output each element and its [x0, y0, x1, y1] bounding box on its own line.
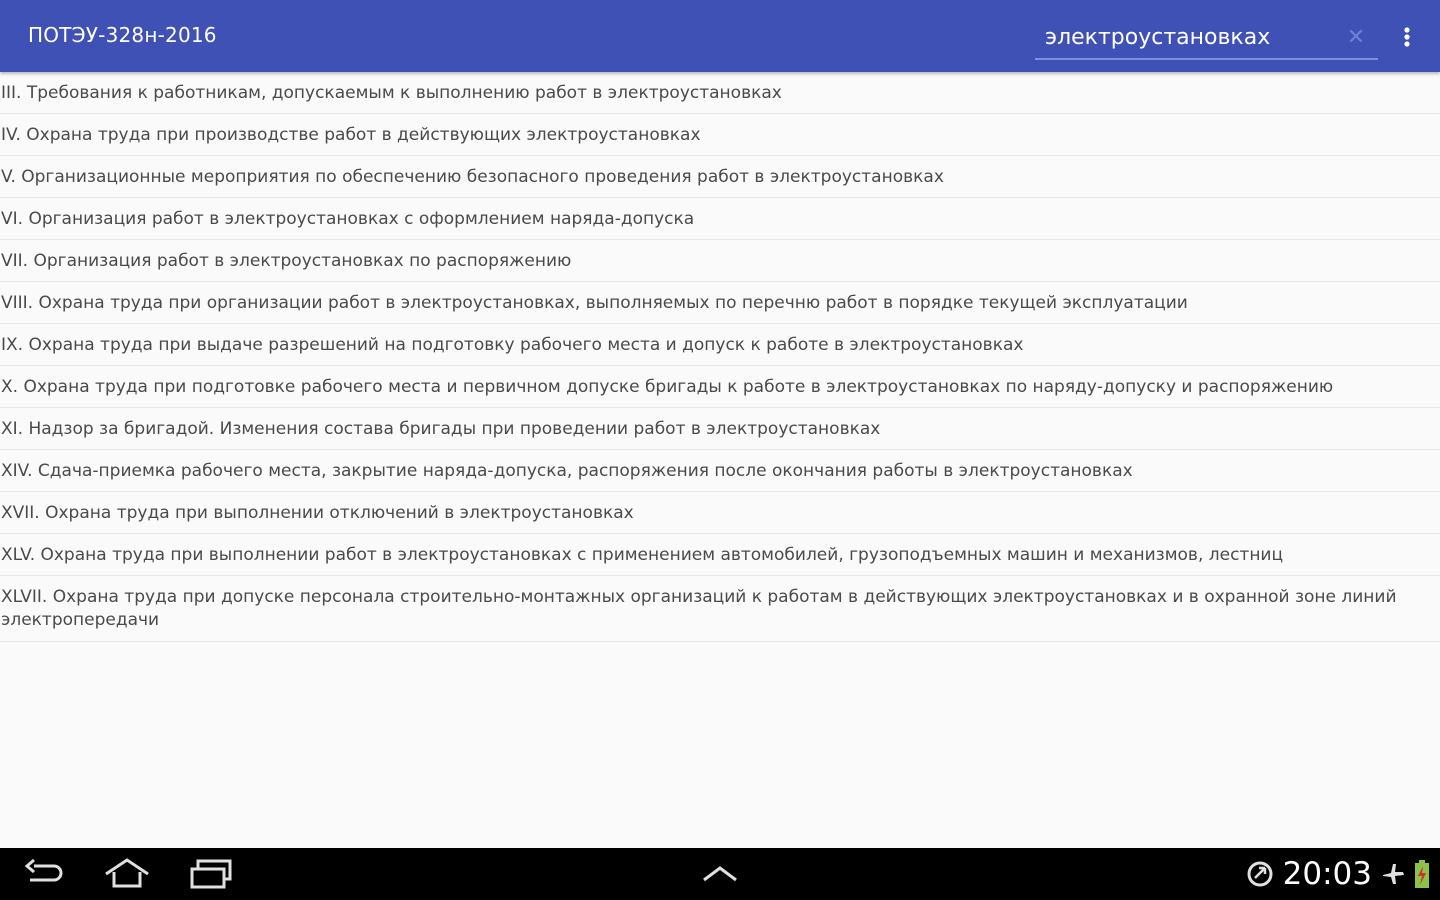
airplane-mode-icon — [1380, 861, 1406, 887]
list-item[interactable] — [0, 366, 1440, 408]
list-item-text: XLV. Охрана труда при выполнении работ в электроустановках с применением автомобилей, грузоподъемных машин и механизмов, лестниц — [1, 545, 1284, 565]
list-item[interactable] — [0, 240, 1440, 282]
close-icon[interactable]: ✕ — [1346, 25, 1366, 50]
status-area — [1245, 848, 1430, 900]
battery-charging-icon — [1414, 859, 1430, 889]
system-navigation-bar — [0, 848, 1440, 900]
back-icon[interactable] — [22, 856, 66, 892]
home-icon-glyph — [102, 856, 152, 892]
app-title: ПОТЭУ-328н-2016 — [28, 23, 217, 47]
back-icon-glyph — [22, 856, 66, 892]
list-item-text: XVII. Охрана труда при выполнении отключений в электроустановках — [1, 503, 634, 523]
list-item[interactable] — [0, 72, 1440, 114]
list-item[interactable] — [0, 408, 1440, 450]
list-item[interactable] — [0, 576, 1440, 642]
sync-icon — [1245, 859, 1275, 889]
list-item-text: IV. Охрана труда при производстве работ в действующих электроустановках — [1, 125, 701, 145]
chevron-up-icon-glyph — [700, 856, 740, 892]
list-item-text: XLVII. Охрана труда при допуске персонала строительно-монтажных организаций к работам в действующих электроустановках и в охранной зоне линий электропередачи — [1, 587, 1397, 630]
list-item[interactable] — [0, 156, 1440, 198]
list-item-text: IX. Охрана труда при выдаче разрешений на подготовку рабочего места и допуск к работе в электроустановках — [1, 335, 1024, 355]
list-item-text: X. Охрана труда при подготовке рабочего места и первичном допуске бригады к работе в электроустановках по наряду-допуску и распоряжению — [1, 377, 1334, 397]
list-item-text: VII. Организация работ в электроустановках по распоряжению — [1, 251, 572, 271]
list-item-text: III. Требования к работникам, допускаемым к выполнению работ в электроустановках — [1, 83, 782, 103]
search-input[interactable] — [1045, 22, 1335, 52]
list-item[interactable] — [0, 114, 1440, 156]
list-item[interactable] — [0, 198, 1440, 240]
overflow-menu-icon-glyph — [1394, 22, 1420, 52]
recent-apps-icon[interactable] — [188, 856, 234, 892]
chevron-up-icon[interactable] — [700, 856, 740, 892]
app-bar — [0, 0, 1440, 72]
search-results-list — [0, 72, 1440, 642]
search-box[interactable] — [1035, 18, 1378, 60]
clock: 20:03 — [1282, 856, 1372, 892]
list-item[interactable] — [0, 534, 1440, 576]
list-item-text: V. Организационные мероприятия по обеспечению безопасного проведения работ в электроустановках — [1, 167, 944, 187]
home-icon[interactable] — [102, 856, 152, 892]
list-item[interactable] — [0, 492, 1440, 534]
list-item-text: XIV. Сдача-приемка рабочего места, закрытие наряда-допуска, распоряжения после окончания работы в электроустановках — [1, 461, 1133, 481]
list-item[interactable] — [0, 324, 1440, 366]
list-item-text: XI. Надзор за бригадой. Изменения состава бригады при проведении работ в электроустановках — [1, 419, 881, 439]
recent-apps-icon-glyph — [188, 856, 234, 892]
list-item[interactable] — [0, 450, 1440, 492]
overflow-menu-icon[interactable] — [1394, 22, 1420, 52]
list-item[interactable] — [0, 282, 1440, 324]
list-item-text: VIII. Охрана труда при организации работ в электроустановках, выполняемых по перечню работ в порядке текущей эксплуатации — [1, 293, 1188, 313]
list-item-text: VI. Организация работ в электроустановках с оформлением наряда-допуска — [1, 209, 695, 229]
